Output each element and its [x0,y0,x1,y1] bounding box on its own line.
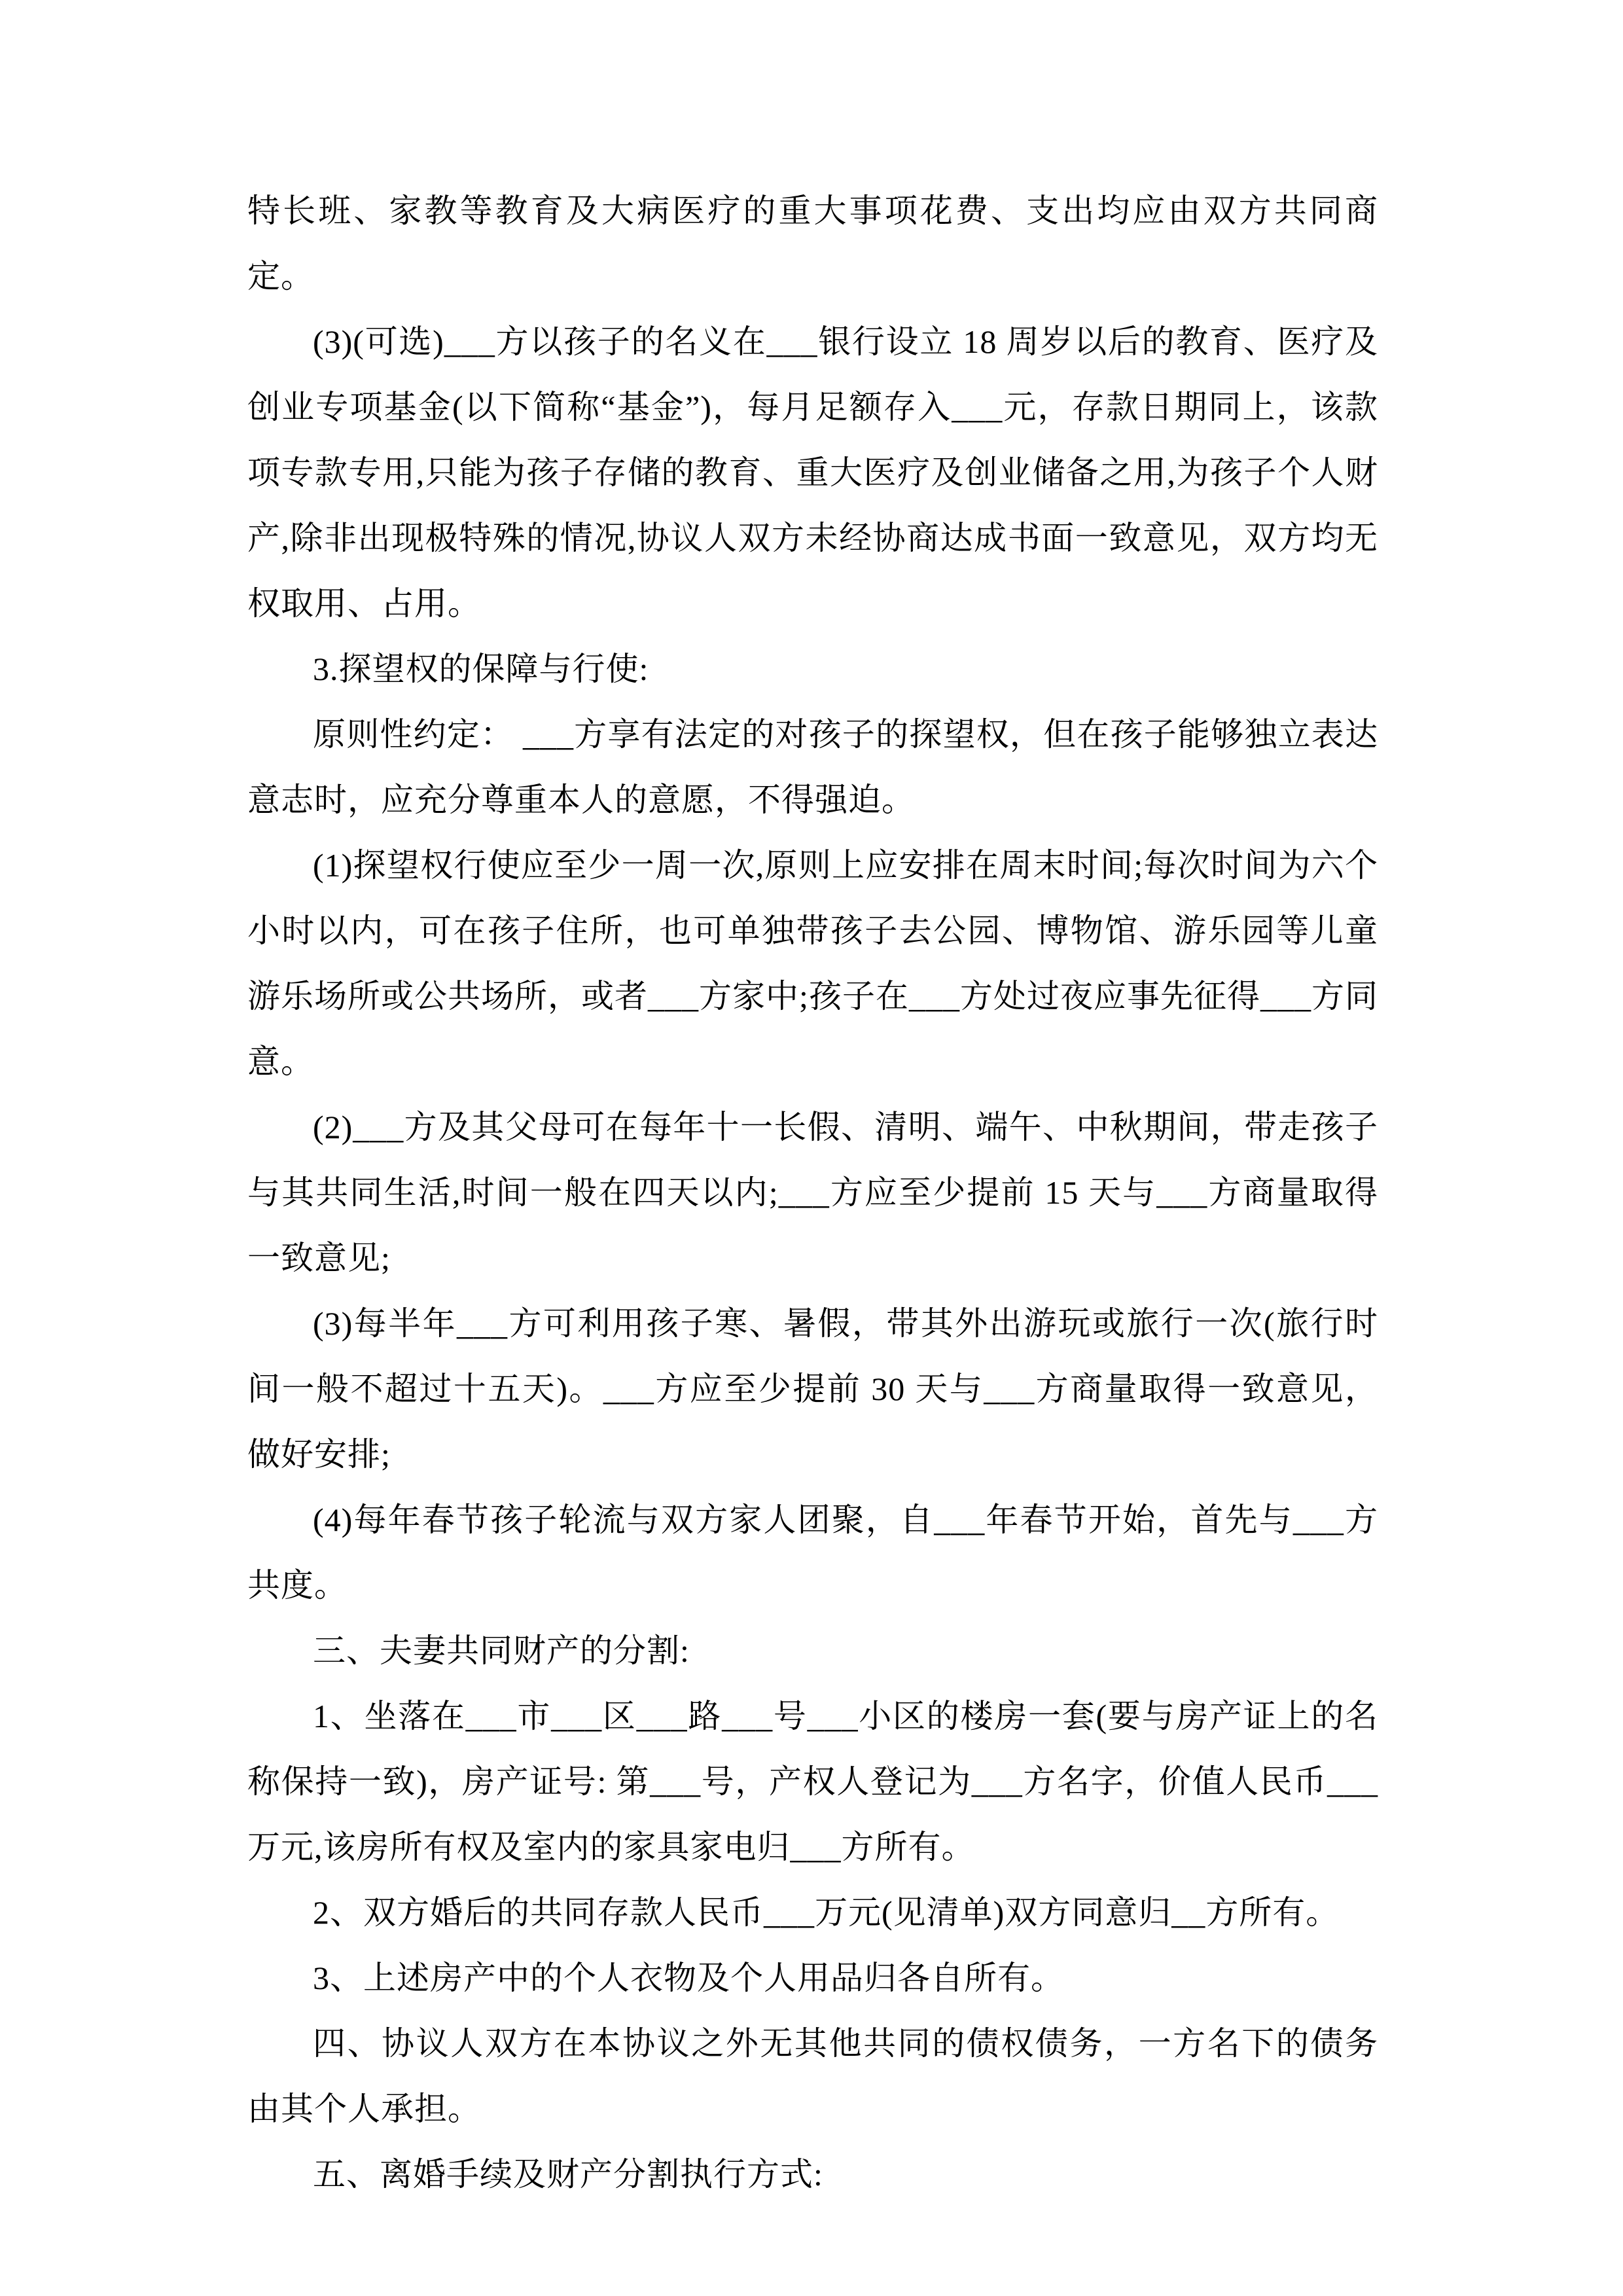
paragraph-visitation-1: (1)探望权行使应至少一周一次,原则上应安排在周末时间;每次时间为六个小时以内，可在孩子住所，也可单独带孩子去公园、博物馆、游乐园等儿童游乐场所或公共场所，或者___方家中;孩子在___方处过夜应事先征得___方同意。 [247,847,1378,1080]
paragraph-heading-visitation: 3.探望权的保障与行使: [313,651,649,687]
paragraph-property-1: 1、坐落在___市___区___路___号___小区的楼房一套(要与房产证上的名称保持一致)，房产证号: 第___号，产权人登记为___方名字，价值人民币___万元,该房所有权及室内的家具家电归___方所有。 [247,1698,1378,1865]
paragraph-clause-3-optional: (3)(可选)___方以孩子的名义在___银行设立 18 周岁以后的教育、医疗及创业专项基金(以下简称“基金”)，每月足额存入___元，存款日期同上，该款项专款专用,只能为孩子存储的教育、重大医疗及创业储备之用,为孩子个人财产,除非出现极特殊的情况,协议人双方未经协商达成书面一致意见，双方均无权取用、占用。 [247,323,1378,622]
paragraph-visitation-2: (2)___方及其父母可在每年十一长假、清明、端午、中秋期间，带走孩子与其共同生活,时间一般在四天以内;___方应至少提前 15 天与___方商量取得一致意见; [247,1109,1378,1276]
paragraph-visitation-principle: 原则性约定： ___方享有法定的对孩子的探望权，但在孩子能够独立表达意志时，应充分尊重本人的意愿，不得强迫。 [247,716,1378,818]
paragraph-debts: 四、协议人双方在本协议之外无其他共同的债权债务，一方名下的债务由其个人承担。 [247,2025,1378,2127]
paragraph-visitation-4: (4)每年春节孩子轮流与双方家人团聚，自___年春节开始，首先与___方共度。 [247,1501,1378,1604]
paragraph-continuation: 特长班、家教等教育及大病医疗的重大事项花费、支出均应由双方共同商定。 [247,192,1378,295]
document-body [247,178,1378,2207]
paragraph-property-3: 3、上述房产中的个人衣物及个人用品归各自所有。 [313,1960,1064,1996]
paragraph-heading-property: 三、夫妻共同财产的分割: [313,1632,690,1669]
paragraph-heading-procedure: 五、离婚手续及财产分割执行方式: [313,2156,823,2193]
paragraph-visitation-3: (3)每半年___方可利用孩子寒、暑假，带其外出游玩或旅行一次(旅行时间一般不超过十五天)。___方应至少提前 30 天与___方商量取得一致意见，做好安排; [247,1305,1378,1473]
paragraph-property-2: 2、双方婚后的共同存款人民币___万元(见清单)双方同意归__方所有。 [313,1894,1340,1931]
